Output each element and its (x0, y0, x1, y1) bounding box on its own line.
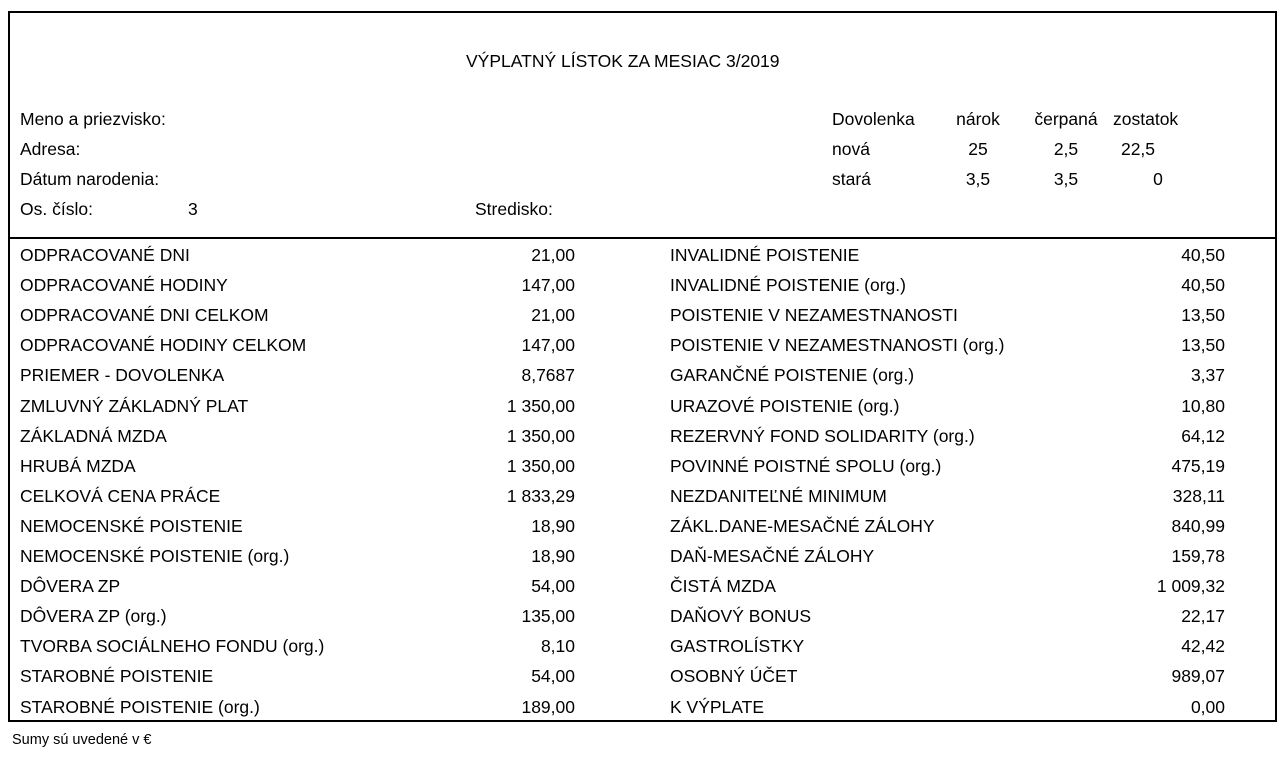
item-value: 40,50 (1181, 245, 1225, 265)
item-label: NEMOCENSKÉ POISTENIE (20, 516, 243, 536)
item-value: 18,90 (531, 516, 575, 536)
item-value: 989,07 (1171, 666, 1225, 686)
item-value: 10,80 (1181, 396, 1225, 416)
item-label: ODPRACOVANÉ DNI (20, 245, 190, 265)
vacation-col-entitlement: nárok (956, 109, 1000, 129)
item-value: 13,50 (1181, 305, 1225, 325)
item-value: 21,00 (531, 305, 575, 325)
item-value: 189,00 (521, 697, 575, 717)
item-label: HRUBÁ MZDA (20, 456, 136, 476)
item-label: DÔVERA ZP (20, 576, 121, 596)
item-label: ZMLUVNÝ ZÁKLADNÝ PLAT (20, 396, 249, 416)
vacation-col-used: čerpaná (1034, 109, 1098, 129)
vacation-cell: 2,5 (1053, 139, 1079, 159)
item-label: ZÁKL.DANE-MESAČNÉ ZÁLOHY (670, 516, 935, 536)
item-value: 159,78 (1171, 546, 1225, 566)
item-value: 135,00 (521, 606, 575, 626)
vacation-cell: 3,5 (1053, 169, 1079, 189)
item-label: POVINNÉ POISTNÉ SPOLU (org.) (670, 456, 942, 476)
item-label: STAROBNÉ POISTENIE (org.) (20, 697, 260, 717)
item-value: 21,00 (531, 245, 575, 265)
address-label: Adresa: (20, 139, 81, 159)
vacation-cell: 0 (1153, 169, 1163, 189)
item-label: NEMOCENSKÉ POISTENIE (org.) (20, 546, 290, 566)
name-label: Meno a priezvisko: (20, 109, 166, 129)
item-label: NEZDANITEĽNÉ MINIMUM (670, 486, 887, 506)
item-value: 42,42 (1181, 636, 1225, 656)
item-value: 0,00 (1190, 697, 1225, 717)
page-title: VÝPLATNÝ LÍSTOK ZA MESIAC 3/2019 (466, 51, 780, 71)
item-value: 3,37 (1190, 365, 1225, 385)
item-value: 22,17 (1181, 606, 1225, 626)
item-label: CELKOVÁ CENA PRÁCE (20, 486, 221, 506)
item-label: URAZOVÉ POISTENIE (org.) (670, 396, 900, 416)
vacation-cell: 25 (968, 139, 988, 159)
item-value: 18,90 (531, 546, 575, 566)
item-label: POISTENIE V NEZAMESTNANOSTI (org.) (670, 335, 1005, 355)
employee-id-value: 3 (188, 199, 198, 219)
item-label: PRIEMER - DOVOLENKA (20, 365, 225, 385)
item-label: K VÝPLATE (670, 697, 765, 717)
item-label: ODPRACOVANÉ DNI CELKOM (20, 305, 269, 325)
item-value: 840,99 (1171, 516, 1225, 536)
item-value: 13,50 (1181, 335, 1225, 355)
vacation-label: Dovolenka (832, 109, 915, 129)
item-value: 54,00 (531, 576, 575, 596)
item-value: 1 350,00 (506, 456, 575, 476)
item-label: DÔVERA ZP (org.) (20, 606, 167, 626)
item-value: 64,12 (1181, 426, 1225, 446)
item-label: OSOBNÝ ÚČET (670, 666, 798, 686)
vacation-row-label: nová (832, 139, 870, 159)
item-value: 1 350,00 (506, 426, 575, 446)
vacation-cell: 22,5 (1120, 139, 1156, 159)
item-label: INVALIDNÉ POISTENIE (org.) (670, 275, 906, 295)
header-divider (8, 237, 1277, 239)
item-value: 147,00 (521, 335, 575, 355)
item-label: DAŇOVÝ BONUS (670, 606, 811, 626)
item-label: ODPRACOVANÉ HODINY CELKOM (20, 335, 307, 355)
item-value: 147,00 (521, 275, 575, 295)
cost-center-label: Stredisko: (475, 199, 553, 219)
item-label: REZERVNÝ FOND SOLIDARITY (org.) (670, 426, 975, 446)
item-label: ZÁKLADNÁ MZDA (20, 426, 167, 446)
item-value: 1 009,32 (1156, 576, 1225, 596)
item-label: GARANČNÉ POISTENIE (org.) (670, 365, 915, 385)
item-label: STAROBNÉ POISTENIE (20, 666, 214, 686)
item-value: 40,50 (1181, 275, 1225, 295)
item-label: POISTENIE V NEZAMESTNANOSTI (670, 305, 958, 325)
item-value: 8,10 (540, 636, 575, 656)
item-value: 54,00 (531, 666, 575, 686)
item-value: 475,19 (1171, 456, 1225, 476)
item-value: 8,7687 (521, 365, 575, 385)
item-label: ČISTÁ MZDA (670, 576, 776, 596)
birth-date-label: Dátum narodenia: (20, 169, 160, 189)
item-label: INVALIDNÉ POISTENIE (670, 245, 860, 265)
item-value: 1 350,00 (506, 396, 575, 416)
item-label: DAŇ-MESAČNÉ ZÁLOHY (670, 546, 875, 566)
vacation-col-remaining: zostatok (1113, 109, 1179, 129)
item-value: 328,11 (1172, 486, 1225, 506)
item-value: 1 833,29 (506, 486, 575, 506)
item-label: ODPRACOVANÉ HODINY (20, 275, 228, 295)
item-label: GASTROLÍSTKY (670, 636, 805, 656)
vacation-row-label: stará (832, 169, 871, 189)
item-label: TVORBA SOCIÁLNEHO FONDU (org.) (20, 636, 325, 656)
vacation-cell: 3,5 (965, 169, 991, 189)
employee-id-label: Os. číslo: (20, 199, 93, 219)
currency-footnote: Sumy sú uvedené v € (12, 732, 152, 748)
